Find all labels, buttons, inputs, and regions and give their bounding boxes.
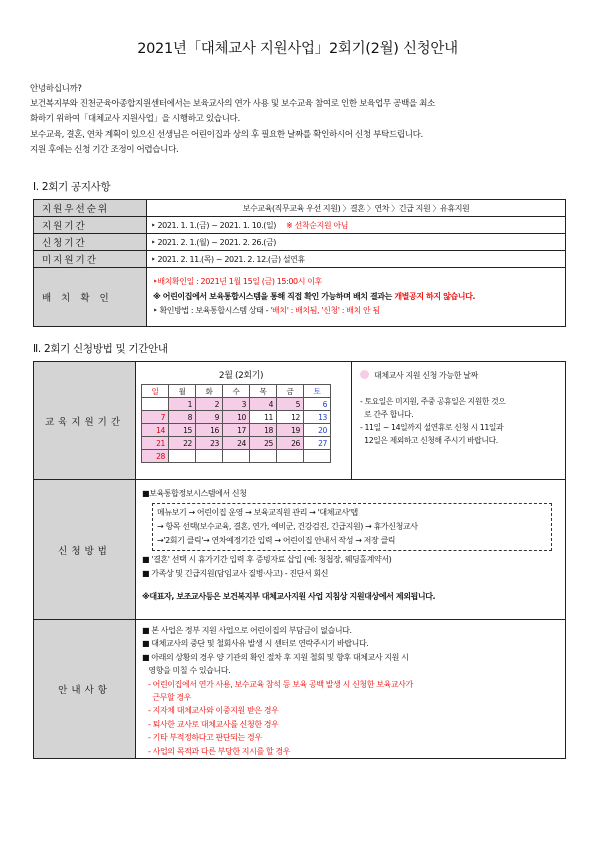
calendar-day: 26: [277, 437, 304, 450]
calendar-day: 6: [304, 398, 331, 411]
guide-red-line: - 기타 부적정하다고 판단되는 경우: [148, 733, 262, 743]
legend: [360, 370, 559, 381]
assign-cell: [147, 268, 566, 327]
legend-text: 대체교사 지원 신청 가능한 날짜: [374, 371, 478, 380]
calendar-week: [142, 424, 331, 437]
calendar-empty-cell: [142, 398, 169, 411]
calendar-day: 22: [169, 437, 196, 450]
guide-red-line: - 퇴사한 교사로 대체교사를 신청한 경우: [148, 719, 279, 729]
page-title: 2021년「대체교사 지원사업」2회기(2월) 신청안내: [137, 41, 458, 57]
calendar-day: 13: [304, 411, 331, 424]
intro-line: 보건복지부와 진천군육아종합지원센터에서는 보육교사의 연가 사용 및 보수교육 참여로 인한 보육업무 공백을 최소: [30, 99, 435, 110]
calendar-day: 5: [277, 398, 304, 411]
calendar-week: [142, 437, 331, 450]
calendar-day: 21: [142, 437, 169, 450]
intro-text: [30, 82, 575, 158]
steps-box: [152, 503, 552, 551]
method-cell: [136, 480, 566, 620]
calendar-day: 16: [196, 424, 223, 437]
calendar-day: 8: [169, 411, 196, 424]
intro-line: 보수교육, 결혼, 연차 계획이 있으신 선생님은 어린이집과 상의 후 필요한 날짜를 확인하시어 신청 부탁드립니다.: [30, 129, 423, 140]
priority-value: 보수교육(직무교육 우선 지원) 〉결혼 〉연차 〉긴급 지원 〉유휴지원: [147, 200, 566, 217]
calendar-weekday: 금: [277, 385, 304, 398]
calendar-day: 2: [196, 398, 223, 411]
calendar-weekday: 일: [142, 385, 169, 398]
step-line: →'2회기 클릭'→ 연차예정기간 입력 → 어린이집 안내서 작성 → 저장 클릭: [157, 536, 396, 545]
calendar-empty-cell: [196, 450, 223, 463]
guide-red-line: - 사업의 목적과 다른 부당한 지시를 할 경우: [148, 746, 291, 756]
section2-heading: Ⅱ. 2회기 신청방법 및 기간안내: [33, 343, 168, 355]
intro-line: 화하기 위하여「대체교사 지원사업」을 시행하고 있습니다.: [30, 114, 240, 125]
assign-note: [153, 290, 559, 305]
calendar-weekday: 화: [196, 385, 223, 398]
calendar-notes: [360, 395, 559, 447]
calendar-day: 23: [196, 437, 223, 450]
guide-red-line: - 지자체 대체교사와 이중지원 받은 경우: [148, 706, 279, 716]
calendar-day: 10: [223, 411, 250, 424]
calendar-day: 24: [223, 437, 250, 450]
period-label-2: 교육지원기간: [34, 362, 136, 480]
guide-red-line: 근무할 경우: [148, 693, 192, 703]
nosupport-label: 미지원기간: [34, 251, 147, 268]
assign-note-text: ※ 어린이집에서 보육통합시스템을 통해 직접 확인 가능하며 배치 결과는: [153, 291, 395, 301]
priority-label: 지원우선순위: [34, 200, 147, 217]
calendar: [141, 384, 331, 463]
calendar-day: 17: [223, 424, 250, 437]
calendar-day: 25: [250, 437, 277, 450]
assign-note-red: 개별공지 하지 않습니다.: [394, 291, 476, 301]
apply-label: 신청기간: [34, 234, 147, 251]
calendar-day: 1: [169, 398, 196, 411]
calendar-day: 15: [169, 424, 196, 437]
calendar-note-line: 로 간주 합니다.: [360, 410, 414, 419]
guide-cell: [136, 620, 566, 759]
method-warning: ※대표자, 보조교사등은 보건복지부 대체교사지원 사업 지침상 지원대상에서 제외됩니다.: [142, 592, 436, 601]
method-note: ■ '결혼' 선택 시 휴가기간 입력 후 증빙자료 삽입 (예: 청첩장, 웨딩홀계약서): [142, 555, 392, 564]
calendar-note-line: - 토요일은 미지원, 주중 공휴일은 지원한 것으: [360, 397, 506, 406]
method-note: ■ 가족상 및 긴급지원(담임교사 질병·사고) - 진단서 회신: [142, 569, 329, 578]
assign-method-red: '배치' : 배치됨, '신청' : 배치 안 됨: [270, 306, 380, 316]
calendar-weekday: 토: [304, 385, 331, 398]
calendar-notes-cell: [352, 362, 566, 480]
guide-line: ■ 본 사업은 정부 지원 사업으로 어린이집의 부담금이 없습니다.: [142, 626, 352, 635]
calendar-note-line: - 11일 ~ 14일까지 설연휴로 신청 시 11일과: [360, 423, 504, 432]
calendar-day: 12: [277, 411, 304, 424]
guide-label: 안내사항: [34, 620, 136, 759]
calendar-day: 20: [304, 424, 331, 437]
apply-value: ‣ 2021. 2. 1.(월) ~ 2021. 2. 26.(금): [147, 234, 566, 251]
guide-red-line: - 어린이집에서 연가 사용, 보수교육 참석 등 보육 공백 발생 시 신청한 보육교사가: [148, 679, 413, 689]
calendar-day: 11: [250, 411, 277, 424]
guide-red-list: [142, 678, 559, 758]
assign-method: [153, 304, 559, 319]
calendar-weekday: 목: [250, 385, 277, 398]
calendar-day: 3: [223, 398, 250, 411]
assign-date: ‣배치확인일 : 2021년 1월 15일 (금) 15:00시 이후: [153, 277, 322, 287]
step-line: 메뉴보기 → 어린이집 운영 → 보육교직원 관리 → '대체교사'탭: [157, 508, 358, 517]
calendar-note-line: 12일은 제외하고 신청해 주시기 바랍니다.: [360, 436, 498, 445]
guide-line: 영향을 미칠 수 있습니다.: [142, 666, 231, 676]
intro-line: 지원 후에는 신청 기간 조정이 어렵습니다.: [30, 144, 179, 155]
period-cell: [147, 217, 566, 234]
period-note: ※ 선착순지원 아님: [286, 220, 349, 230]
method-notes: [142, 553, 559, 581]
calendar-empty-cell: [277, 450, 304, 463]
calendar-day: 9: [196, 411, 223, 424]
calendar-weekday-row: [142, 385, 331, 398]
assign-method-text: ‣ 확인방법 : 보육통합시스템 상태 -: [153, 306, 271, 316]
calendar-day: 14: [142, 424, 169, 437]
calendar-empty-cell: [304, 450, 331, 463]
calendar-week: [142, 450, 331, 463]
calendar-day: 19: [277, 424, 304, 437]
calendar-empty-cell: [169, 450, 196, 463]
calendar-day: 4: [250, 398, 277, 411]
calendar-day: 7: [142, 411, 169, 424]
calendar-weekday: 수: [223, 385, 250, 398]
section1-heading: Ⅰ. 2회기 공지사항: [33, 181, 111, 193]
calendar-cell: [136, 362, 352, 480]
period-label: 지원기간: [34, 217, 147, 234]
calendar-empty-cell: [250, 450, 277, 463]
calendar-empty-cell: [223, 450, 250, 463]
guide-line: ■ 대체교사의 중단 및 철회사유 발생 시 센터로 연락주시기 바랍니다.: [142, 639, 369, 649]
calendar-title: 2월 (2회기): [218, 371, 264, 381]
calendar-day: 28: [142, 450, 169, 463]
guide-line: ■ 아래의 상황의 경우 양 기관의 확인 절차 후 지원 철회 및 향후 대체교사 지원 시: [142, 652, 409, 662]
calendar-week: [142, 398, 331, 411]
legend-dot-icon: [360, 370, 369, 379]
calendar-day: 18: [250, 424, 277, 437]
calendar-day: 27: [304, 437, 331, 450]
step-line: → 항목 선택(보수교육, 결혼, 연가, 예비군, 건강검진, 긴급지원) → 휴가신청교사: [157, 522, 418, 531]
calendar-weekday: 월: [169, 385, 196, 398]
method-label: 신청방법: [34, 480, 136, 620]
method-intro: ■보육통합정보시스템에서 신청: [142, 489, 247, 498]
calendar-week: [142, 411, 331, 424]
assign-label: 배치확인: [34, 268, 147, 327]
method-table: [33, 361, 566, 759]
notice-table: [33, 199, 566, 327]
intro-line: 안녕하십니까?: [30, 84, 82, 94]
period-value: ‣ 2021. 1. 1.(금) ~ 2021. 1. 10.(일): [151, 220, 276, 230]
nosupport-value: ‣ 2021. 2. 11.(목) ~ 2021. 2. 12.(금) 설연휴: [147, 251, 566, 268]
